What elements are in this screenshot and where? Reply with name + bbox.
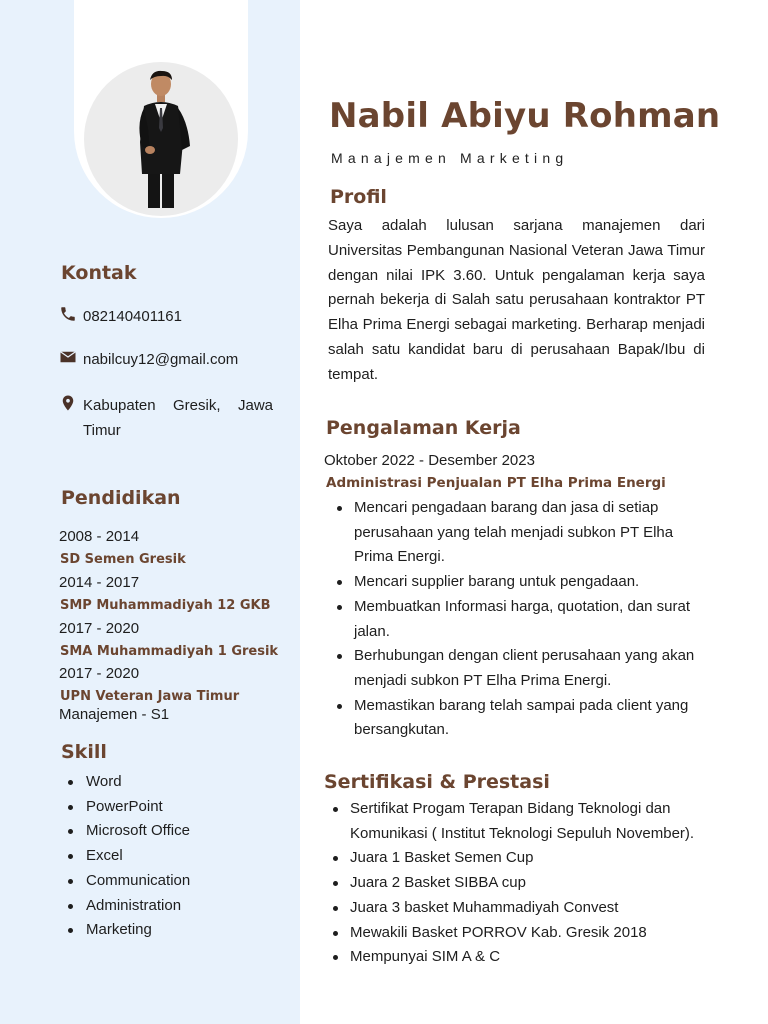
certifications-heading: Sertifikasi & Prestasi [324, 771, 550, 793]
skill-item: Word [68, 770, 190, 795]
education-school: SD Semen Gresik [60, 552, 186, 567]
education-years: 2014 - 2017 [59, 574, 140, 591]
profile-heading: Profil [330, 186, 387, 208]
skill-item: Microsoft Office [68, 819, 190, 844]
person-role: Manajemen Marketing [331, 150, 569, 166]
phone-icon [59, 305, 77, 323]
job-duty-item: Berhubungan dengan client perusahaan yang akan menjadi subkon PT Elha Prima Energi. [334, 644, 714, 693]
education-years: 2008 - 2014 [59, 528, 140, 545]
profile-text: Saya adalah lulusan sarjana manajemen dari Universitas Pembangunan Nasional Veteran Jawa Timur dengan nilai IPK 3.60. Untuk pengalaman kerja saya pernah bekerja di Salah satu perusahaan kontraktor PT Elha Prima Energi sebagai marketing. Berharap menjadi salah satu kandidat baru di perusahaan Bapak/Ibu di tempat. [328, 217, 705, 383]
job-title: Administrasi Penjualan PT Elha Prima Energi [326, 475, 666, 491]
address-text: Kabupaten Gresik, Jawa Timur [83, 397, 273, 439]
person-name: Nabil Abiyu Rohman [329, 96, 721, 136]
certification-item: Juara 2 Basket SIBBA cup [330, 871, 710, 896]
skill-item: Administration [68, 894, 190, 919]
education-school: SMP Muhammadiyah 12 GKB [60, 598, 271, 613]
phone-number: 082140401161 [83, 308, 182, 325]
education-heading: Pendidikan [61, 487, 181, 509]
contact-email [59, 347, 238, 372]
contact-address [59, 393, 273, 443]
education-major: Manajemen - S1 [59, 706, 170, 723]
certification-item: Juara 1 Basket Semen Cup [330, 846, 710, 871]
education-years: 2017 - 2020 [59, 620, 140, 637]
skill-item: Marketing [68, 918, 190, 943]
contact-heading: Kontak [61, 262, 137, 284]
email-address: nabilcuy12@gmail.com [83, 351, 239, 368]
experience-period: Oktober 2022 - Desember 2023 [324, 452, 535, 469]
skill-list [68, 770, 190, 943]
job-duty-item: Memastikan barang telah sampai pada client yang bersangkutan. [334, 694, 714, 743]
job-duty-item: Mencari pengadaan barang dan jasa di setiap perusahaan yang telah menjadi subkon PT Elha Prima Energi. [334, 496, 714, 570]
job-duties-list [334, 496, 714, 743]
education-school: UPN Veteran Jawa Timur [60, 689, 240, 704]
experience-heading: Pengalaman Kerja [326, 417, 521, 439]
location-pin-icon [59, 394, 77, 412]
skill-item: Excel [68, 844, 190, 869]
job-duty-item: Mencari supplier barang untuk pengadaan. [334, 570, 714, 595]
education-school: SMA Muhammadiyah 1 Gresik [60, 644, 279, 659]
certifications-list [330, 797, 710, 970]
certification-item: Juara 3 basket Muhammadiyah Convest [330, 896, 710, 921]
mail-icon [59, 348, 77, 366]
skill-heading: Skill [61, 741, 107, 763]
certification-item: Sertifikat Progam Terapan Bidang Teknologi dan Komunikasi ( Institut Teknologi Sepuluh November). [330, 797, 710, 846]
contact-phone [59, 304, 182, 329]
profile-photo [84, 62, 238, 216]
education-years: 2017 - 2020 [59, 665, 140, 682]
skill-item: Communication [68, 869, 190, 894]
skill-item: PowerPoint [68, 795, 190, 820]
certification-item: Mempunyai SIM A & C [330, 945, 710, 970]
certification-item: Mewakili Basket PORROV Kab. Gresik 2018 [330, 921, 710, 946]
job-duty-item: Membuatkan Informasi harga, quotation, dan surat jalan. [334, 595, 714, 644]
